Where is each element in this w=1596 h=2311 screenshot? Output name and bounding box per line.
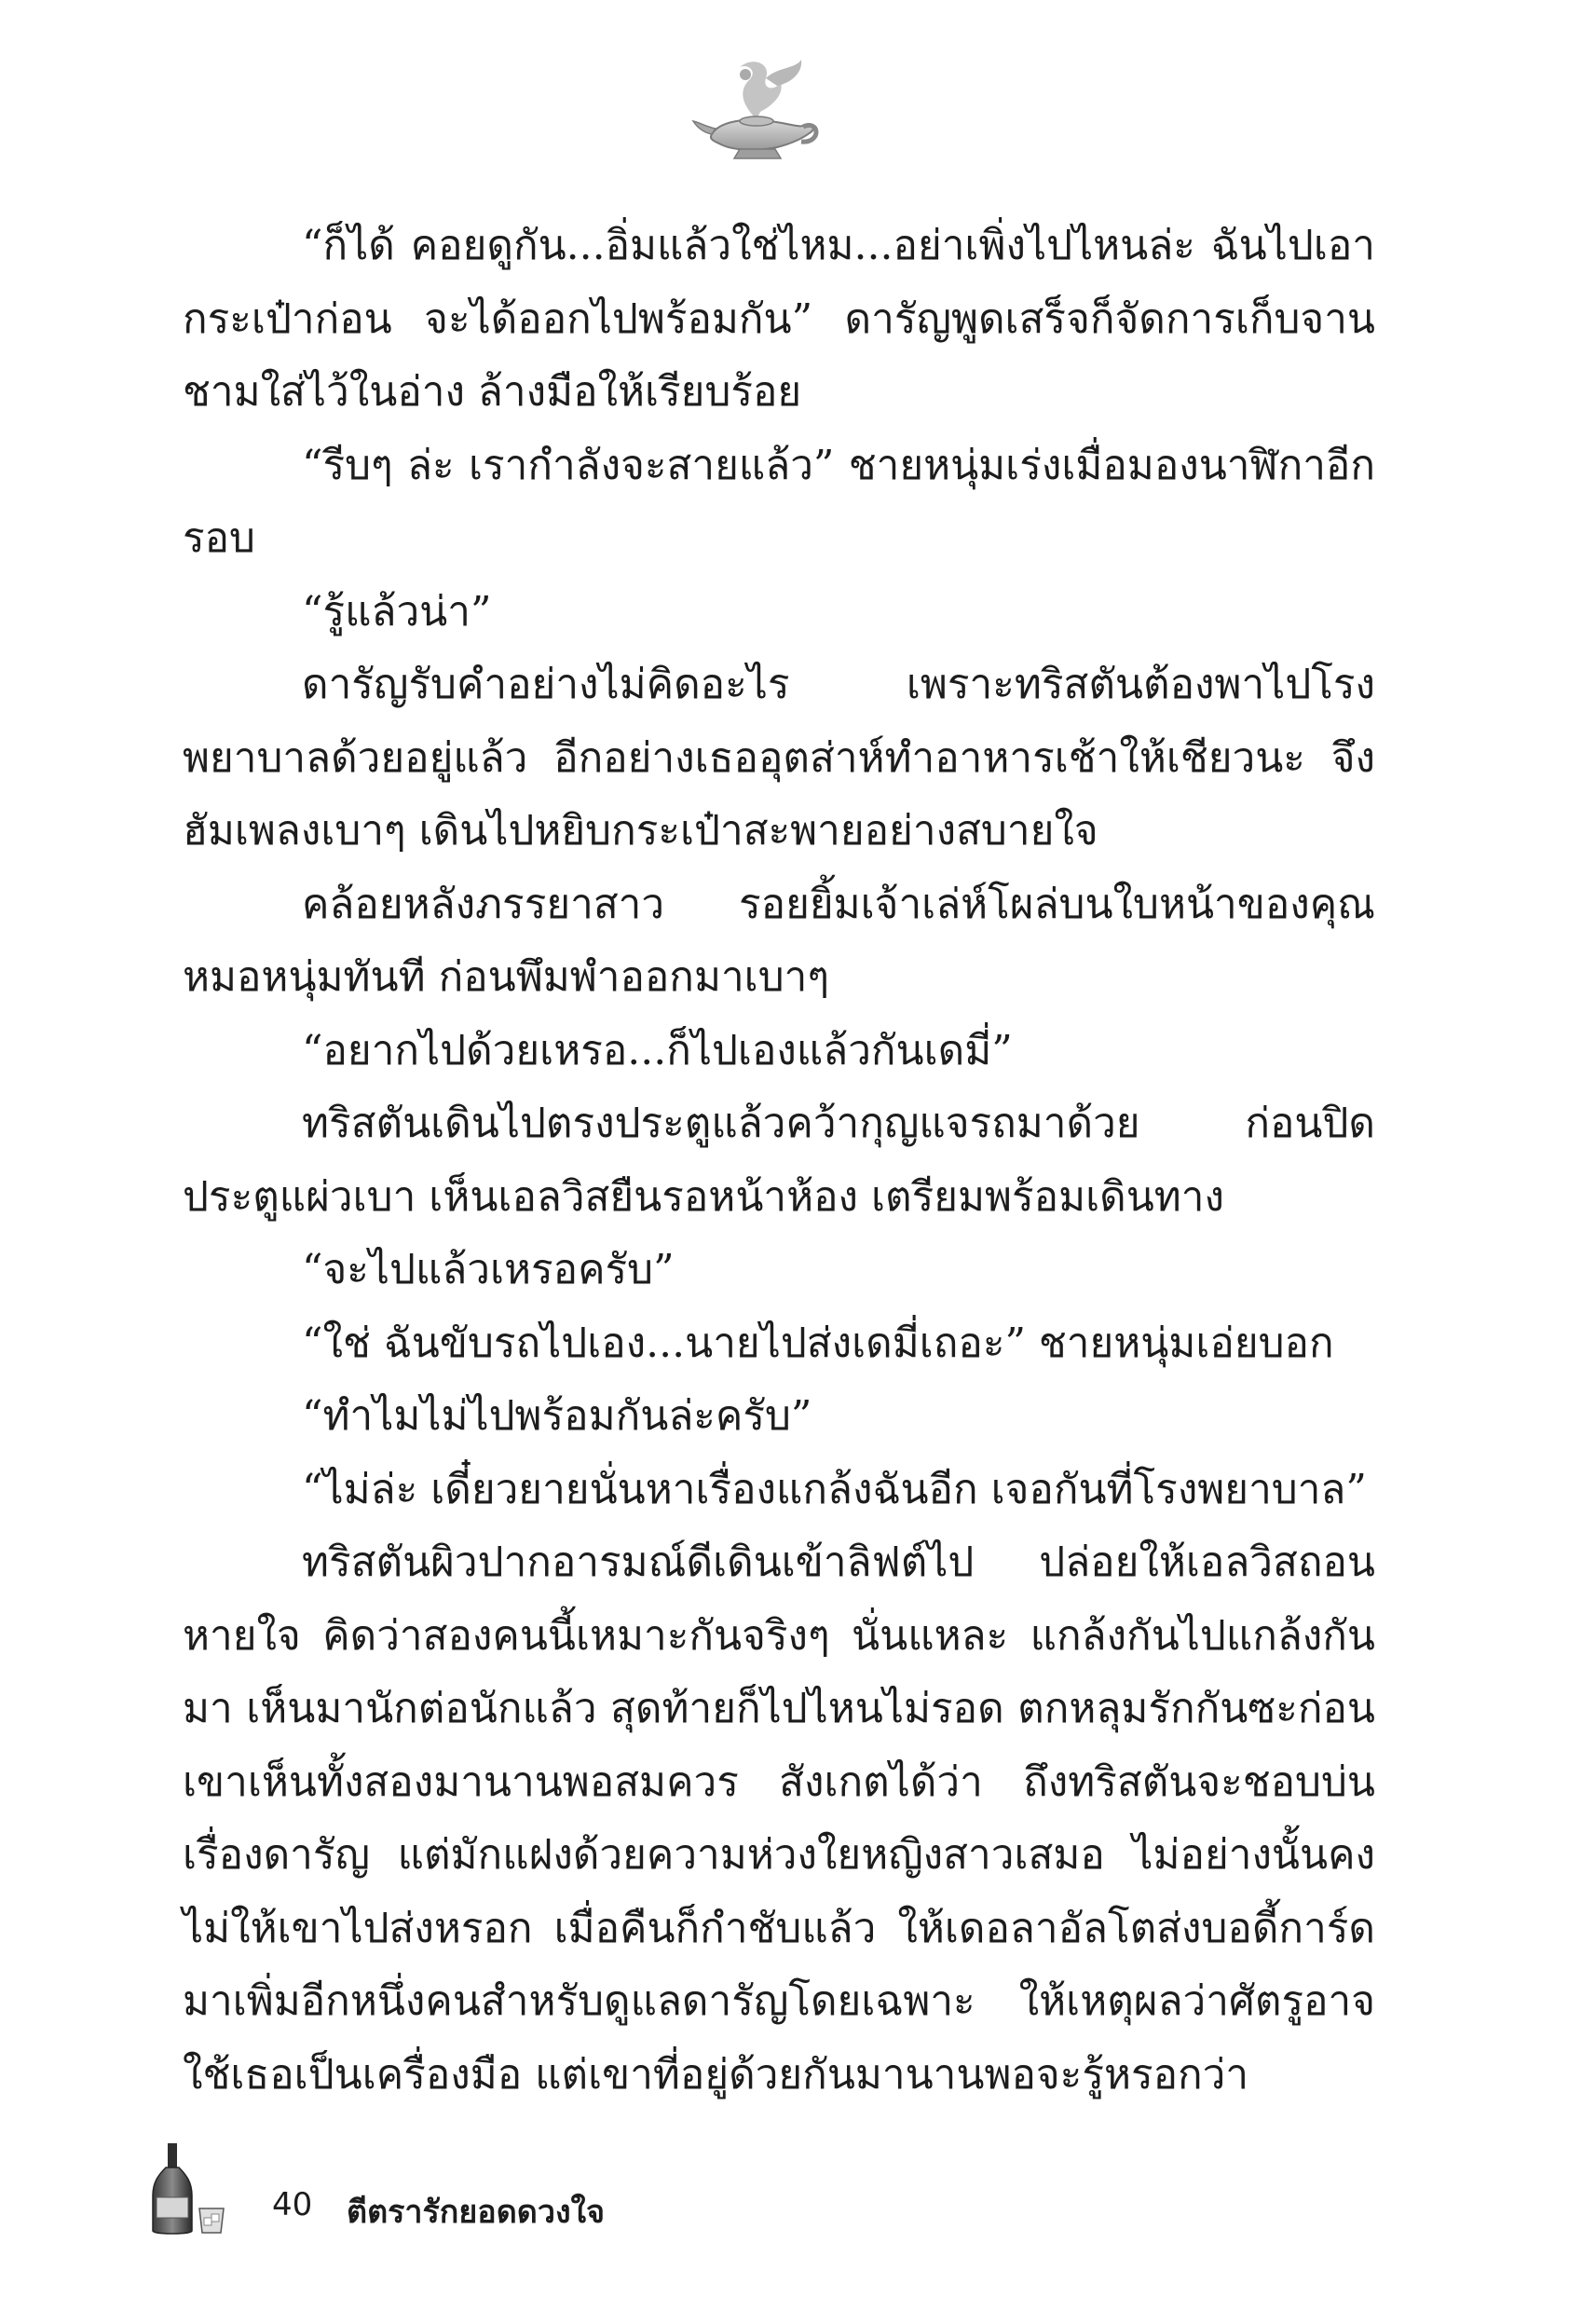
paragraph: คล้อยหลังภรรยาสาว รอยยิ้มเจ้าเล่ห์โผล่บนใบหน้าของคุณหมอหนุ่มทันที ก่อนพึมพำออกมาเบาๆ	[183, 880, 1375, 1001]
body-text	[183, 210, 1375, 2112]
paragraph: “อยากไปด้วยเหรอ...ก็ไปเองแล้วกันเดมี่”	[302, 1026, 1013, 1074]
paragraph: “จะไปแล้วเหรอครับ”	[302, 1246, 675, 1293]
paragraph: ดารัญรับคำอย่างไม่คิดอะไร เพราะทริสตันต้องพาไปโรงพยาบาลด้วยอยู่แล้ว อีกอย่างเธออุตส่าห์ทำอาหารเช้าให้เชียวนะ จึงฮัมเพลงเบาๆ เดินไปหยิบกระเป๋าสะพายอย่างสบายใจ	[183, 661, 1375, 855]
page-footer	[149, 2143, 801, 2236]
paragraph: “ไม่ล่ะ เดี๋ยวยายนั่นหาเรื่องแกล้งฉันอีก เจอกันที่โรงพยาบาล”	[302, 1465, 1367, 1513]
paragraph: “ก็ได้ คอยดูกัน...อิ่มแล้วใช่ไหม...อย่าเพิ่งไปไหนล่ะ ฉันไปเอากระเป๋าก่อน จะได้ออกไปพร้อมกัน” ดารัญพูดเสร็จก็จัดการเก็บจานชามใส่ไว้ในอ่าง ล้างมือให้เรียบร้อย	[183, 222, 1375, 416]
page-number: 40	[272, 2186, 313, 2223]
bottle-and-glass-icon	[149, 2143, 233, 2236]
paragraph: ทริสตันเดินไปตรงประตูแล้วคว้ากุญแจรถมาด้วย ก่อนปิดประตูแผ่วเบา เห็นเอลวิสยืนรอหน้าห้อง เตรียมพร้อมเดินทาง	[183, 1100, 1375, 1221]
paragraph: “รู้แล้วน่า”	[302, 587, 492, 636]
paragraph: “ใช่ ฉันขับรถไปเอง...นายไปส่งเดมี่เถอะ” ชายหนุ่มเอ่ยบอก	[302, 1319, 1334, 1367]
paragraph: ทริสตันผิวปากอารมณ์ดีเดินเข้าลิฟต์ไป ปล่อยให้เอลวิสถอนหายใจ คิดว่าสองคนนี้เหมาะกันจริงๆ นั่นแหละ แกล้งกันไปแกล้งกันมา เห็นมานักต่อนักแล้ว สุดท้ายก็ไปไหนไม่รอด ตกหลุมรักกันซะก่อน เขาเห็นทั้งสองมานานพอสมควร สังเกตได้ว่า ถึงทริสตันจะชอบบ่นเรื่องดารัญ แต่มักแฝงด้วยความห่วงใยหญิงสาวเสมอ ไม่อย่างนั้นคงไม่ให้เขาไปส่งหรอก เมื่อคืนก็กำชับแล้ว ให้เดอลาอัลโตส่งบอดี้การ์ดมาเพิ่มอีกหนึ่งคนสำหรับดูแลดารัญโดยเฉพาะ ให้เหตุผลว่าศัตรูอาจใช้เธอเป็นเครื่องมือ แต่เขาที่อยู่ด้วยกันมานานพอจะรู้หรอกว่า	[183, 1538, 1375, 2099]
paragraph: “รีบๆ ล่ะ เรากำลังจะสายแล้ว” ชายหนุ่มเร่งเมื่อมองนาฬิกาอีกรอบ	[183, 441, 1375, 562]
genie-lamp-icon	[691, 54, 822, 166]
book-title: ตีตรารักยอดดวงใจ	[347, 2194, 606, 2231]
paragraph: “ทำไมไม่ไปพร้อมกันล่ะครับ”	[302, 1392, 812, 1440]
